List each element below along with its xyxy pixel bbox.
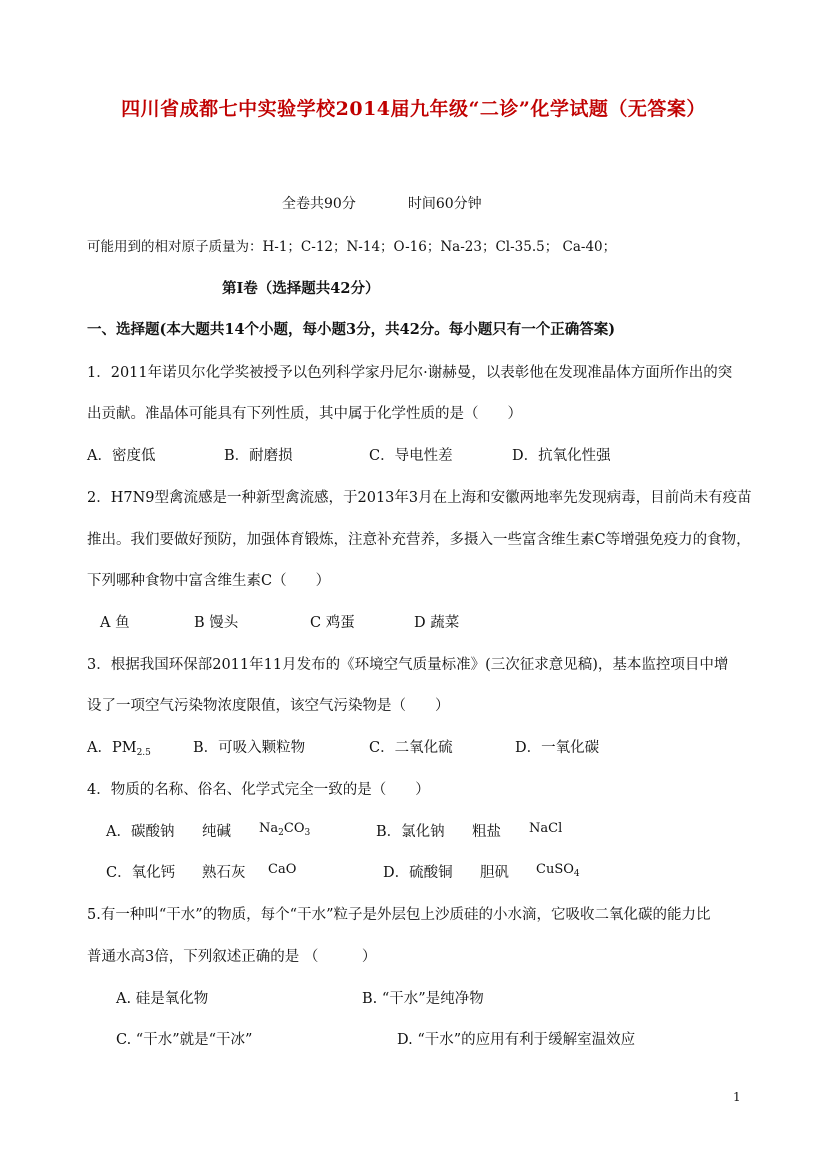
q3-option-a	[87, 736, 151, 758]
q3-stem-line1: 3．根据我国环保部2011年11月发布的《环境空气质量标准》(三次征求意见稿)，基本监控项目中增	[87, 657, 729, 673]
q1-option-a: A．密度低	[87, 448, 156, 464]
q4-option-d-name: D．硫酸铜	[383, 865, 453, 881]
part-title: 一、选择题(本大题共14个小题，每小题3分，共42分。每小题只有一个正确答案)	[87, 321, 616, 338]
q5-stem-line2: 普通水高3倍，下列叙述正确的是 （ ）	[87, 949, 377, 965]
q4-option-a-common: 纯碱	[202, 824, 231, 840]
q5-option-a: A. 硅是氧化物	[116, 991, 209, 1007]
q5-option-c: C. “干水”就是“干冰”	[116, 1032, 253, 1048]
q5-option-d: D. “干水”的应用有利于缓解室温效应	[397, 1032, 636, 1048]
q2-option-b: B 馒头	[194, 615, 239, 631]
q4-option-d-formula: CuSO$_4$	[536, 862, 580, 879]
q3-option-a-subscript: 2.5	[136, 748, 151, 758]
q4-option-c-name: C．氧化钙	[106, 865, 176, 881]
page-number: 1	[733, 1090, 741, 1104]
q1-stem-line1: 1．2011年诺贝尔化学奖被授予以色列科学家丹尼尔·谢赫曼，以表彰他在发现准晶体方面所作出的突	[87, 365, 733, 381]
q1-stem-line2: 出贡献。准晶体可能具有下列性质，其中属于化学性质的是（ ）	[87, 406, 522, 422]
document-title: 四川省成都七中实验学校2014届九年级“二诊”化学试题（无答案）	[121, 98, 706, 120]
q4-option-c-common: 熟石灰	[202, 865, 246, 881]
exam-meta	[282, 193, 482, 213]
q2-option-a: A 鱼	[100, 615, 130, 631]
exam-time: 时间60分钟	[407, 196, 482, 212]
q3-option-a-main: A．PM	[87, 740, 137, 756]
q4-option-d-common: 胆矾	[480, 865, 509, 881]
q2-stem-line1: 2．H7N9型禽流感是一种新型禽流感，于2013年3月在上海和安徽两地率先发现病毒，目前尚未有疫苗	[87, 490, 752, 506]
q2-option-c: C 鸡蛋	[310, 615, 355, 631]
q1-option-b: B．耐磨损	[224, 448, 293, 464]
q4-option-b-name: B．氯化钠	[376, 824, 445, 840]
total-score: 全卷共90分	[282, 196, 356, 212]
q3-option-c: C．二氧化硫	[369, 740, 453, 756]
q5-option-b: B. “干水”是纯净物	[362, 991, 484, 1007]
q4-stem: 4．物质的名称、俗名、化学式完全一致的是（ ）	[87, 782, 430, 798]
q1-option-c: C．导电性差	[369, 448, 453, 464]
q1-option-d: D．抗氧化性强	[512, 448, 611, 464]
q3-option-b: B．可吸入颗粒物	[193, 740, 306, 756]
section-title: 第Ⅰ卷（选择题共42分）	[222, 280, 380, 297]
q4-option-b-formula: NaCl	[529, 821, 563, 836]
q5-stem-line1: 5.有一种叫“干水”的物质，每个“干水”粒子是外层包上沙质硅的小水滴，它吸收二氧化碳的能力比	[87, 907, 711, 923]
q4-option-c-formula: CaO	[268, 862, 297, 877]
q2-option-d: D 蔬菜	[414, 615, 460, 631]
q3-stem-line2: 设了一项空气污染物浓度限值，该空气污染物是（ ）	[87, 698, 450, 714]
q3-option-d: D．一氧化碳	[515, 740, 600, 756]
q4-option-a-formula: $Na_2CO_3$	[259, 821, 311, 838]
q4-option-b-common: 粗盐	[472, 824, 501, 840]
atomic-masses: 可能用到的相对原子质量为：H-1；C-12；N-14；O-16；Na-23；Cl-35.5； Ca-40；	[87, 239, 617, 255]
q4-option-a-name: A．碳酸钠	[106, 824, 175, 840]
q2-stem-line2: 推出。我们要做好预防，加强体育锻炼，注意补充营养，多摄入一些富含维生素C等增强免疫力的食物，	[87, 532, 751, 548]
q2-stem-line3: 下列哪种食物中富含维生素C（ ）	[87, 573, 331, 589]
